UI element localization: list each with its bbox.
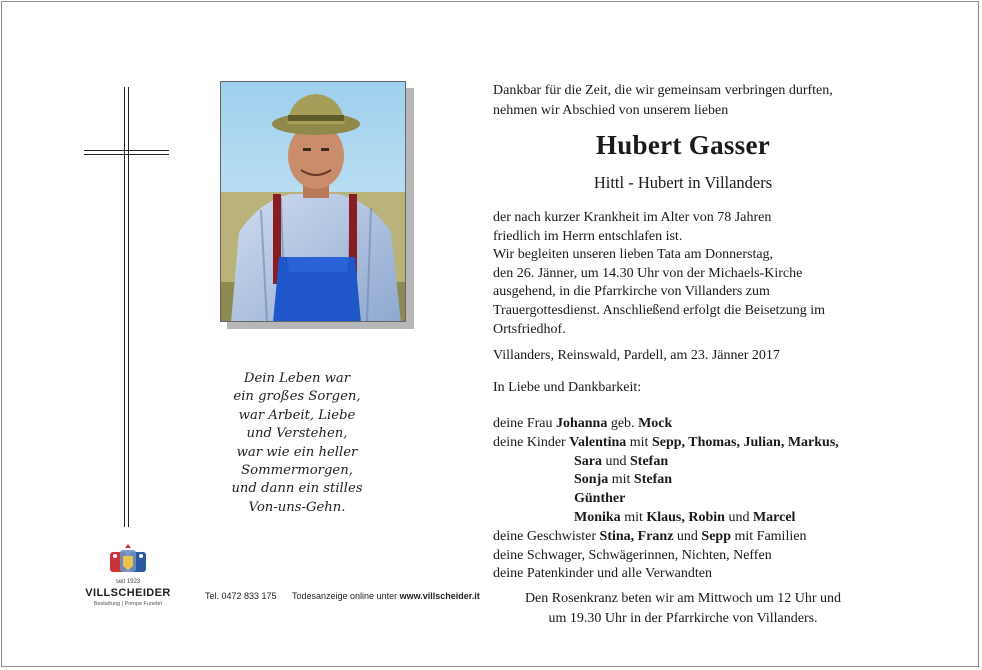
family-row-children: deine Kinder Valentina mit Sepp, Thomas, Julian, Markus,: [493, 434, 839, 450]
logo-established: seit 1923: [115, 579, 141, 585]
announcement-line: Trauergottesdienst. Anschließend erfolgt die Beisetzung im: [493, 302, 826, 318]
announcement-line: ausgehend, in die Pfarrkirche von Villanders zum: [493, 284, 770, 300]
family-row-child: Günther: [574, 491, 626, 507]
rosary-line: Den Rosenkranz beten wir am Mittwoch um 12 Uhr und: [524, 591, 842, 606]
announcement-line: der nach kurzer Krankheit im Alter von 78 Jahren: [493, 210, 772, 225]
online-prefix: Todesanzeige online unter: [292, 591, 400, 601]
villscheider-logo-icon: [106, 542, 150, 576]
family-row-child: Sonja mit Stefan: [574, 472, 673, 488]
poem-line: Sommermorgen,: [241, 463, 353, 479]
family-row-child: Monika mit Klaus, Robin und Marcel: [574, 509, 796, 525]
rosary-notice: [493, 589, 873, 628]
phone-number: Tel. 0472 833 175: [205, 591, 277, 601]
poem-line: ein großes Sorgen,: [233, 389, 361, 405]
poem-line: Von-uns-Gehn.: [248, 499, 346, 515]
family-row-wife: deine Frau Johanna geb. Mock: [493, 416, 673, 431]
poem-line: und Verstehen,: [246, 426, 348, 442]
poem-line: und dann ein stilles: [231, 481, 363, 497]
rosary-line: um 19.30 Uhr in der Pfarrkirche von Villanders.: [548, 610, 818, 626]
love-line: In Liebe und Dankbarkeit:: [493, 380, 642, 395]
announcement-line: den 26. Jänner, um 14.30 Uhr von der Michaels-Kirche: [493, 265, 803, 281]
online-notice: [292, 591, 480, 601]
announcement-line: Wir begleiten unseren lieben Tata am Donnerstag,: [493, 247, 774, 263]
deceased-nickname: Hittl - Hubert in Villanders: [593, 173, 773, 192]
intro-line: nehmen wir Abschied von unserem lieben: [493, 102, 729, 118]
family-row-child: Sara und Stefan: [574, 453, 669, 469]
deceased-name: Hubert Gasser: [595, 130, 771, 160]
place-date: Villanders, Reinswald, Pardell, am 23. Jänner 2017: [493, 348, 780, 363]
logo-name: VILLSCHEIDER: [85, 587, 171, 599]
poem-line: war Arbeit, Liebe: [238, 407, 356, 423]
intro-line: Dankbar für die Zeit, die wir gemeinsam verbringen durften,: [493, 83, 833, 98]
poem: [212, 370, 382, 517]
family-row-in-laws: deine Schwager, Schwägerinnen, Nichten, Neffen: [493, 547, 772, 563]
poem-line: war wie ein heller: [236, 444, 358, 460]
family-list: [493, 415, 893, 584]
website-link[interactable]: www.villscheider.it: [399, 591, 480, 601]
announcement-line: friedlich im Herrn entschlafen ist.: [493, 228, 683, 244]
announcement: [493, 209, 873, 339]
logo-subtitle: Bestattung | Pompe Funebri: [93, 601, 163, 607]
portrait-photo: [220, 81, 406, 322]
family-row-siblings: deine Geschwister Stina, Franz und Sepp mit Familien: [493, 528, 807, 544]
obituary-card: [1, 1, 979, 667]
family-row-godchildren: deine Patenkinder und alle Verwandten: [493, 566, 713, 582]
announcement-line: Ortsfriedhof.: [493, 321, 566, 337]
poem-line: Dein Leben war: [243, 371, 351, 386]
intro-text: [493, 81, 873, 120]
